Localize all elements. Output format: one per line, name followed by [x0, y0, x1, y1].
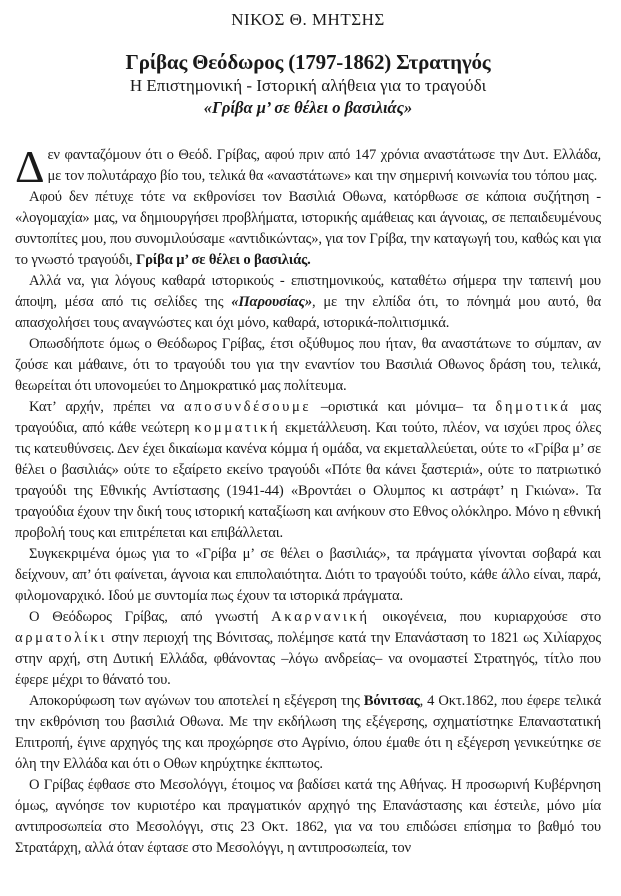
paragraph-6-text: Συγκεκριμένα όμως για το «Γρίβα μ’ σε θέλει ο βασιλιάς», τα πράγματα γίνονται σοβαρά και δείχνουν, απ’ ότι φαίνεται, άγνοια και επιπολαιότητα. Διότι το τραγούδι τούτο, κάθε άλλο είναι, παρά, φιλομοναρχικό. Ιδού με συντομία πως έχουν τα ιστορικά πράγματα. — [15, 546, 601, 604]
paragraph-5-text-b: –οριστικά και μόνιμα– τα — [311, 399, 496, 415]
paragraph-5-text-d: εκμετάλλευση. Και τούτο, πλέον, να ισχύει προς όλες τις κατευθύνσεις. Δεν έχει δικαίωμα κανένα κόμμα ή ομάδα, να εκμεταλλεύεται, ούτε το «Γρίβα μ’ σε θέλει ο βασιλιάς» ούτε το εξαίρετο εκείνο τραγούδι «Πότε θα κάνει ξαστεριά», ούτε το πατριωτικό τραγούδι της Εθνικής Αντίστασης (1941-44) «Βροντάει ο Ολυμπος κι αστράφτ’ η Γκιώνα». Τα τραγούδια έχουν την δική τους ιστορική καταξίωση και ανήκουν στο Εθνος ολόκληρο. Μόνο η εθνική προβολή τους και επιτρέπεται και επιβάλλεται. — [15, 420, 602, 541]
paragraph-7-text-a: Ο Θεόδωρος Γρίβας, από γνωστή — [29, 609, 272, 625]
paragraph-1-text: εν φανταζόμουν ότι ο Θεόδ. Γρίβας, αφού πριν από 147 χρόνια αναστάτωσε την Δυτ. Ελλάδα, με τον πολυτάραχο βίο του, τελικά θα «αναστάτωνε» και την σημερινή κοινωνία του τόπου μας. — [47, 147, 601, 184]
paragraph-8-text-a: Αποκορύφωση των αγώνων του αποτελεί η εξέγερση της — [29, 693, 364, 709]
spaced-word-folk: δημοτικά — [495, 399, 571, 415]
paragraph-6 — [15, 544, 601, 607]
author-name: ΝΙΚΟΣ Θ. ΜΗΤΣΗΣ — [231, 10, 385, 29]
spaced-word-armatoliki: αρματολίκι — [15, 630, 107, 646]
paragraph-3-text-b: , με την ελπίδα ότι, το πόνημά μου αυτό, θα απασχολήσει τους αναγνώστες και όχι μόνο, καθαρά, ιστορικά-πολιτισμικά. — [15, 294, 601, 331]
paragraph-9 — [15, 775, 601, 859]
paragraph-3 — [15, 271, 601, 334]
paragraph-8 — [15, 691, 601, 775]
place-name-bold: Βόνιτσας — [363, 693, 420, 709]
article-subtitle: Η Επιστημονική - Ιστορική αλήθεια για το τραγούδι — [129, 76, 487, 95]
paragraph-3-text-a: Αλλά να, για λόγους καθαρά ιστορικούς - επιστημονικούς, καταθέτω σήμερα την ταπεινή μου άποψη, μέσα από τις σελίδες της — [15, 273, 601, 310]
paragraph-4-text: Οπωσδήποτε όμως ο Θεόδωρος Γρίβας, έτσι οξύθυμος που ήταν, θα αναστάτωνε το σύμπαν, αν ζούσε και μάθαινε, ότι το τραγούδι του για την εναντίον του Βασιλιά Οθωνος δράση του, τελικά, θεωρείται ότι υπονομεύει το Δημοκρατικό μας πολίτευμα. — [15, 336, 601, 394]
article-title: Γρίβας Θεόδωρος (1797-1862) Στρατηγός — [125, 50, 491, 74]
paragraph-7 — [15, 607, 601, 691]
paragraph-2-text: Αφού δεν πέτυχε τότε να εκθρονίσει τον Βασιλιά Οθωνα, κατόρθωσε σε κάποια συζήτηση - «λογομαχία» μας, να δημιουργήσει προβλήματα, ιστορικής αμάθειας και άγνοιας, σε πεπαιδευμένους συντοπίτες μου, που συνομιλούσαμε «αντιδικώντας», για τον Γρίβα, την καταγωγή του, καθώς και για το γνωστό τραγούδι, — [15, 189, 601, 268]
paragraph-9-text: Ο Γρίβας έφθασε στο Μεσολόγγι, έτοιμος να βαδίσει κατά της Αθήνας. Η προσωρινή Κυβέρνηση όμως, αγνόησε τον κυριοτέρο και πραγματικόν αρχηγό της Επανάστασης και έστειλε, μόνο μία αντιπροσωπεία στο Μεσολόγγι, στις 23 Οκτ. 1862, για να του επιδώσει επίσημα το βαθμό του Στρατάρχη, αλλά όταν έφτασε στο Μεσολόγγι, η αντιπροσωπεία, τον — [15, 777, 601, 856]
paragraph-7-text-c: στην περιοχή της Βόνιτσας, πολέμησε κατά την Επανάσταση το 1821 ως Χιλίαρχος στην αρχή, στη Δυτική Ελλάδα, φθάνοντας –λόγω ανδρείας– να ονομαστεί Στρατηγός, τίτλο που έφερε μέχρι το θάνατό του. — [15, 630, 601, 688]
paragraph-5 — [15, 397, 601, 544]
spaced-word-partisan: κομματική — [194, 420, 281, 436]
paragraph-5-text-c: μας τραγούδια, από κάθε νεώτερη — [15, 399, 601, 436]
song-title: «Γρίβα μ’ σε θέλει ο βασιλιάς» — [203, 98, 413, 117]
drop-cap: Δ — [15, 141, 45, 192]
spaced-word-akarnanian: Ακαρνανική — [271, 609, 370, 625]
article-body — [15, 141, 602, 859]
magazine-name: «Παρουσίας» — [231, 294, 313, 310]
paragraph-8-text-b: , 4 Οκτ.1862, που έφερε τελικά την εκθρόνιση του βασιλιά Οθωνα. Με την εκδήλωση της εξέγερσης, σχηματίστηκε Επαναστατική Επιτροπή, έγινε αρχηγός της και προχώρησε στο Αγρίνιο, όπου έμαθε ότι η εξέγερση γενικεύτηκε σε όλη την Ελλάδα και ότι ο Οθων κηρύχτηκε έκπτωτος. — [15, 693, 602, 772]
spaced-word-disconnect: αποσυνδέσουμε — [184, 399, 312, 415]
paragraph-5-text-a: Κατ’ αρχήν, πρέπει να — [29, 399, 184, 415]
paragraph-2 — [15, 187, 601, 271]
paragraph-1 — [15, 141, 601, 192]
paragraph-4 — [15, 334, 601, 397]
paragraph-7-text-b: οικογένεια, που κυριαρχούσε στο — [369, 609, 602, 625]
song-reference-bold: Γρίβα μ’ σε θέλει ο βασιλιάς. — [136, 252, 311, 268]
